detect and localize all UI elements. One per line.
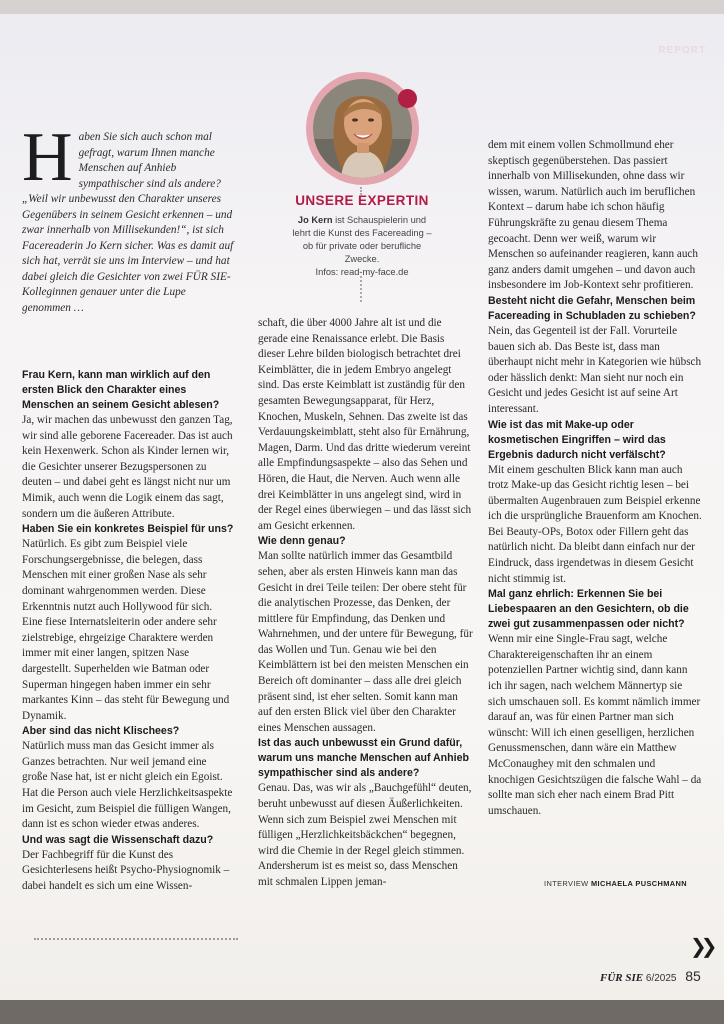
interview-question: Aber sind das nicht Klischees?	[22, 725, 180, 738]
interview-answer: Genau. Das, was wir als „Bauchgefühl“ deuten, beruht unbewusst auf diesen Äußerlichkeiten. Wenn sich zum Beispiel zwei Menschen mit fülligen „Herzlichkeitsbäckchen“ begegnen, wird die Chemie in der Regel gleich stimmen. Andersherum ist es meist so, dass Menschen mit schmalen Lippen jeman-	[258, 782, 472, 888]
section-label: REPORT	[658, 45, 706, 56]
accent-dot	[398, 89, 417, 108]
interview-answer: Natürlich muss man das Gesicht immer als Ganzes betrachten. Nur weil jemand eine große Nase hat, ist er nicht gleich ein Egoist. Hat die Person auch viele Herzlichkeitsaspekte im Gesicht, zum Beispiel die fülligen Wangen, dann ist es schon wieder etwas anderes.	[22, 740, 233, 831]
interview-answer: Wenn mir eine Single-Frau sagt, welche Charaktereigenschaften ihr an einem potenziellen Partner wichtig sind, dann kann ich ihr sagen, nach welchem Männertyp sie sich umschauen soll. Es kommt nämlich immer darauf an, was für einen Partner man sich wünscht: Will ich einen geselligen, herzlichen Genussmenschen, dann wäre ein Matthew McConaughey mit den schmalen und knochigen Gesichtszügen die falsche Wahl – da sollte man sich eher nach einem Brad Pitt umschauen.	[488, 633, 702, 817]
drop-cap: H	[22, 119, 73, 196]
expert-box-text	[290, 214, 434, 279]
continue-arrow-icon[interactable]: ❯❯	[690, 934, 712, 958]
interview-question: Haben Sie ein konkretes Beispiel für uns?	[22, 523, 234, 536]
intro-text: aben Sie sich auch schon mal gefragt, warum Ihnen manche Menschen auf Anhieb sympathischer sind als andere? „Weil wir unbewusst den Charakter unseres Gegenübers in seinem Gesicht erkennen – und zwar innerhalb von Millisekunden!“, ist sich Facereaderin Jo Kern sicher. Was es damit auf sich hat, verrät sie uns im Interview – und hat dabei gleich die Gesichter von zwei FÜR SIE-Kolleginnen genauer unter die Lupe genommen …	[22, 131, 234, 314]
interview-question: Frau Kern, kann man wirklich auf den ersten Blick den Charakter eines Menschen an seinem Gesicht ablesen?	[22, 369, 220, 411]
text-column-2	[258, 316, 473, 891]
interview-answer: Ja, wir machen das unbewusst den ganzen Tag, wir sind alle geborene Facereader. Das ist auch kein Hexenwerk. Schon als Kinder lernen wir, die Gesichter unserer Bezugspersonen zu deuten – und dabei geht es längst nicht nur um Mimik, auch wenn die Logik einem das sagt, sondern um die äußeren Attribute.	[22, 414, 233, 520]
interview-question: Besteht nicht die Gefahr, Menschen beim Facereading in Schubladen zu schieben?	[488, 294, 696, 322]
interview-answer: Nein, das Gegenteil ist der Fall. Vorurteile bauen sich ab. Das Beste ist, dass man überhaupt nicht mehr in Kategorien wie hübsch oder hässlich denkt: Man sieht nur noch ein Gesicht und jedes Gesicht ist auf seine Art interessant.	[488, 324, 702, 415]
interview-answer: Man sollte natürlich immer das Gesamtbild sehen, aber als ersten Hinweis kann man das Gesicht in drei Teile teilen: Der obere steht für die analytischen Prozesse, das Denken, der mittlere für Empfindung, das Denken und Wahrnehmen, und der untere für Bewegung, für das Wollen und Tun. Genau wie bei den Keimblättern ist bei den meisten Menschen ein Bereich oft dominanter – dass alle drei gleich präsent sind, ist eher selten. Somit kann man auf den ersten Blick viel über den Charakter eines Menschen aussagen.	[258, 550, 473, 734]
interview-question: Wie ist das mit Make-up oder kosmetischen Eingriffen – wird das Ergebnis dadurch nicht verfälscht?	[488, 418, 666, 461]
credit-label: INTERVIEW	[544, 879, 589, 888]
interview-answer: dem mit einem vollen Schmollmund eher skeptisch gegenüberstehen. Das passiert innerhalb von Millisekunden, ohne dass wir wissen, warum. Natürlich auch im beruflichen Kontext – darum habe ich schon häufig Führungskräfte zu genau diesem Thema gecoacht. Denn wer weiß, warum wir Menschen so aufeinander reagieren, kann auch ganz anders damit umgehen – und davon auch insbesondere im Job-Kontext sehr profitieren.	[488, 139, 698, 292]
scan-bottom-edge	[0, 1000, 724, 1024]
interview-question: Und was sagt die Wissenschaft dazu?	[22, 833, 214, 846]
page-folio	[600, 968, 701, 984]
interview-answer: Mit einem geschulten Blick kann man auch trotz Make-up das Gesicht richtig lesen – bei übermalten Augenbrauen zum Beispiel erkenne ich die ursprüngliche Brauenform am Knochen. Bei Beauty-OPs, Botox oder Fillern geht das natürlich nicht. Da bleibt dann einfach nur der Eindruck, dass irgendetwas in diesem Gesicht nicht stimmig ist.	[488, 463, 702, 585]
text-column-1	[22, 368, 234, 895]
interview-credit	[544, 879, 687, 888]
dotted-rule	[34, 938, 238, 940]
scan-top-edge	[0, 0, 724, 14]
expert-portrait	[313, 79, 412, 178]
expert-info-link[interactable]: Infos: read-my-face.de	[315, 267, 409, 277]
dotted-divider-bottom	[360, 276, 364, 302]
expert-box-title: UNSERE EXPERTIN	[295, 193, 429, 208]
expert-bio: ist Schauspielerin und lehrt die Kunst des Facereading – ob für private oder berufliche Zwecke.	[292, 215, 432, 264]
interview-answer: schaft, die über 4000 Jahre alt ist und die gerade eine Renaissance erlebt. Die Basis dieser Lehre bilden biologisch betrachtet drei Keimblätter, die in jedem Embryo angelegt sind. Das erste Keimblatt ist zuständig für den gesamten Bewegungsapparat, für Herz, Knochen, Muskeln, Sehnen. Das zweite ist das Verdauungskeimblatt, steht also für Ernährung, Magen, Darm. Und das dritte wiederum vereint alle Empfindungsaspekte – also das Sehen und Hören, die Haut, die Nerven. Auch wenn alle drei Keimblätter in uns angelegt sind, wird in der Regel eines überwiegen – und das lässt sich am Gesicht erkennen.	[258, 317, 472, 532]
expert-name: Jo Kern	[297, 215, 333, 225]
interview-question: Mal ganz ehrlich: Erkennen Sie bei Liebespaaren an den Gesichtern, ob die zwei gut zusammenpassen oder nicht?	[488, 588, 689, 631]
interview-answer: Natürlich. Es gibt zum Beispiel viele Forschungsergebnisse, die belegen, dass Menschen mit einer großen Nase als sehr dominant wahrgenommen werden. Diese Erkenntnis nutzt auch Hollywood für sich. Eine fiese Internatsleiterin oder andere sehr zielstrebige, ehrgeizige Charaktere werden immer mit einer langen, spitzen Nase dargestellt. Superhelden wie Batman oder Superman hingegen haben immer ein sehr markantes Kinn – das steht für Bewegung und Dynamik.	[22, 538, 230, 722]
magazine-brand: FÜR SIE	[600, 972, 644, 984]
interview-answer: Der Fachbegriff für die Kunst des Gesichterlesens heißt Psycho-Physiognomik – dabei handelt es sich um eine Wissen-	[22, 848, 230, 893]
issue-number: 6/2025	[645, 973, 677, 984]
credit-name: MICHAELA PUSCHMANN	[591, 879, 688, 888]
text-column-3	[488, 138, 702, 819]
interview-question: Ist das auch unbewusst ein Grund dafür, warum uns manche Menschen auf Anhieb sympathischer sind als andere?	[258, 737, 469, 780]
interview-question: Wie denn genau?	[258, 535, 346, 548]
page-number: 85	[685, 968, 701, 984]
intro-paragraph	[22, 119, 234, 316]
